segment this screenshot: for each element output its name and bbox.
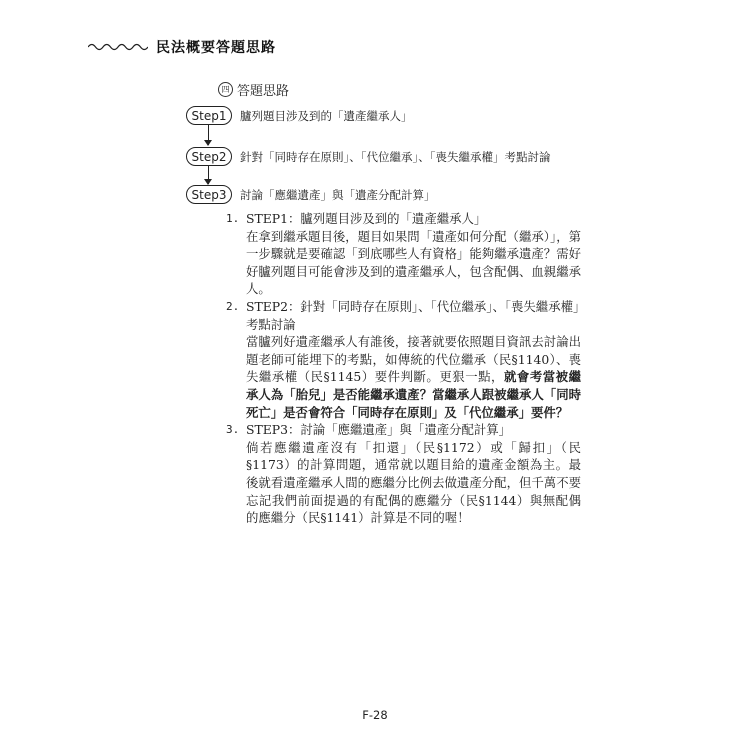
item-paragraph (246, 228, 581, 298)
item-title: STEP2：針對「同時存在原則」、「代位繼承」、「喪失繼承權」考點討論 (246, 298, 580, 332)
section-heading (218, 80, 289, 99)
step-pill-1: Step1 (186, 106, 232, 125)
header-title: 民法概要答題思路 (156, 40, 276, 56)
step-pill-2: Step2 (186, 147, 232, 166)
page-number: F-28 (362, 708, 388, 722)
body-text (226, 210, 581, 527)
paragraph-text: 在拿到繼承題目後，題目如果問「遺產如何分配（繼承）」，第一步驟就是要確認「到底哪些人有資格」能夠繼承遺產？需好好臚列題目可能會涉及到的遺產繼承人，包含配偶、血親繼承人。 (246, 228, 581, 297)
step-text-1: 臚列題目涉及到的「遺產繼承人」 (240, 108, 413, 123)
step-text-3: 討論「應繼遺產」與「遺產分配計算」 (240, 187, 436, 202)
paragraph-bold-text: 就會考當被繼承人為「胎兒」是否能繼承遺產？當繼承人跟被繼承人「同時死亡」是否會符合「同時存在原則」及「代位繼承」要件？ (246, 369, 581, 420)
item-paragraph (246, 333, 581, 421)
step-pill-3: Step3 (186, 185, 232, 204)
item-title: STEP3：討論「應繼遺產」與「遺產分配計算」 (246, 422, 512, 438)
item-title: STEP1：臚列題目涉及到的「遺產繼承人」 (246, 211, 487, 226)
step-row-2 (186, 147, 551, 166)
page-header (88, 36, 276, 58)
item-number: 3. (226, 423, 240, 437)
arrow-down-icon (208, 125, 209, 145)
list-item (226, 210, 581, 228)
arrow-down-icon (208, 166, 209, 184)
section-label: 答題思路 (237, 84, 290, 99)
section-number: 四 (218, 82, 233, 97)
list-item (226, 421, 581, 439)
item-number: 2. (226, 299, 240, 313)
paragraph-text: 當臚列好遺產繼承人有誰後，接著就要依照題目資訊去討論出題老師可能埋下的考點，如傳統的代位繼承（民§1140）、喪失繼承權（民§1145）要件判斷。更狠一點， (246, 334, 581, 385)
step-row-1 (186, 106, 413, 125)
item-number: 1. (226, 212, 240, 225)
wave-decoration-icon (88, 42, 148, 52)
step-text-2: 針對「同時存在原則」、「代位繼承」、「喪失繼承權」考點討論 (240, 149, 551, 164)
paragraph-text: 倘若應繼遺產沒有「扣還」（民§1172）或「歸扣」（民§1173）的計算問題，通常就以題目給的遺產金額為主。最後就看遺產繼承人間的應繼分比例去做遺產分配，但千萬不要忘記我們前面提過的有配偶的應繼分（民§1144）與無配偶的應繼分（民§1141）計算是不同的喔！ (246, 439, 581, 526)
list-item (226, 298, 581, 333)
step-row-3 (186, 185, 436, 204)
item-paragraph (246, 439, 581, 527)
